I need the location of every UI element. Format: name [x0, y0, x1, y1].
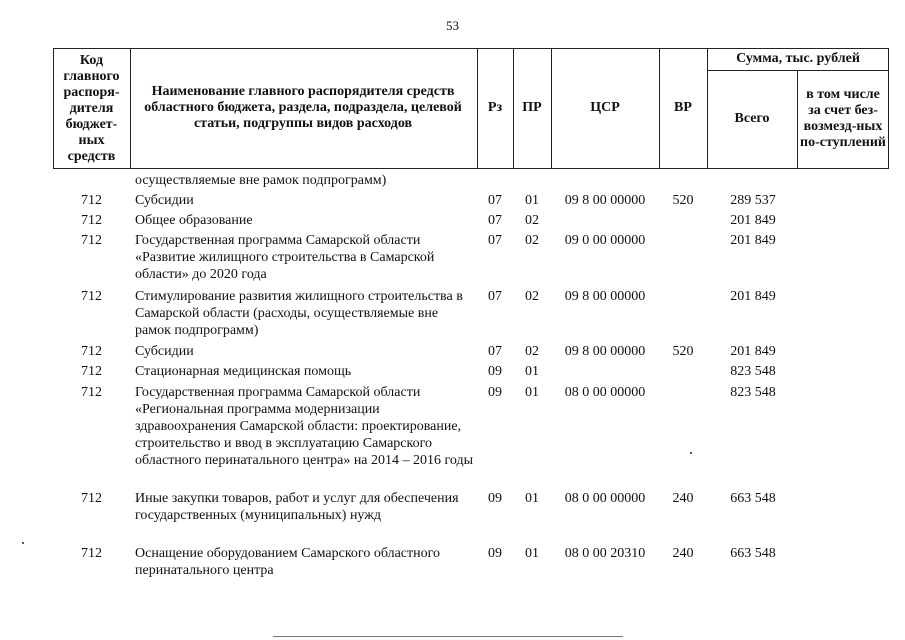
footer-rule	[273, 636, 623, 637]
cell-pr: 02	[525, 344, 539, 359]
cell-csr: 08 0 00 20310	[564, 546, 646, 561]
scan-speck	[22, 542, 24, 544]
cell-code: 712	[81, 546, 102, 561]
cell-name: Иные закупки товаров, работ и услуг для обеспечения государственных (муниципальных) нужд	[135, 491, 459, 523]
cell-pr: 01	[525, 546, 539, 561]
cell-code: 712	[81, 289, 102, 304]
cell-rz: 09	[488, 546, 502, 561]
cell-vr: 240	[672, 546, 694, 561]
cell-code: 712	[81, 385, 102, 400]
cell-code: 712	[81, 491, 102, 506]
cell-name: Стационарная медицинская помощь	[135, 364, 352, 379]
header-gratuitous: в том числе за счет без-возмезд-ных по-ступлений	[800, 87, 886, 150]
cell-csr: 09 8 00 00000	[564, 289, 646, 304]
cell-rz: 07	[488, 193, 502, 208]
page-number: 53	[446, 18, 459, 33]
cell-code: 712	[81, 213, 102, 228]
cell-pr: 01	[525, 364, 539, 379]
header-vr: ВР	[674, 100, 692, 115]
cell-name: Субсидии	[135, 344, 194, 359]
cell-name: Оснащение оборудованием Самарского областного перинатального центра	[135, 546, 441, 578]
header-csr: ЦСР	[590, 100, 620, 115]
header-sum: Сумма, тыс. рублей	[736, 51, 860, 66]
cell-name: Субсидии	[135, 193, 194, 208]
cell-pr: 02	[525, 233, 539, 248]
cell-name: осуществляемые вне рамок подпрограмм)	[135, 173, 387, 188]
cell-rz: 09	[488, 491, 502, 506]
cell-vr: 240	[672, 491, 694, 506]
header-name: Наименование главного распорядителя средств областного бюджета, раздела, подраздела, целевой статьи, подгруппы видов расходов	[144, 84, 462, 131]
cell-name: Государственная программа Самарской области «Региональная программа модернизации здравоохранения Самарской области: проектирование, строительство и ввод в эксплуатацию Самарского областного перинатального центра» на 2014 – 2016 годы	[135, 385, 474, 468]
cell-pr: 01	[525, 193, 539, 208]
header-code: Код главного распоря-дителя бюджет-ных средств	[63, 53, 120, 164]
cell-csr: 09 8 00 00000	[564, 344, 646, 359]
cell-csr: 09 0 00 00000	[564, 233, 646, 248]
cell-pr: 01	[525, 491, 539, 506]
header-rz: Рз	[487, 100, 503, 115]
cell-total: 823 548	[730, 364, 776, 379]
cell-rz: 07	[488, 213, 502, 228]
scan-speck	[690, 452, 692, 454]
cell-total: 289 537	[730, 193, 776, 208]
header-bottom-border	[53, 168, 889, 169]
cell-csr: 09 8 00 00000	[564, 193, 646, 208]
cell-total: 201 849	[730, 289, 776, 304]
cell-code: 712	[81, 344, 102, 359]
cell-rz: 07	[488, 233, 502, 248]
cell-pr: 02	[525, 289, 539, 304]
cell-name: Общее образование	[135, 213, 253, 228]
cell-total: 201 849	[730, 213, 776, 228]
cell-rz: 07	[488, 344, 502, 359]
cell-csr: 08 0 00 00000	[564, 385, 646, 400]
header-pr: ПР	[522, 100, 542, 115]
cell-total: 201 849	[730, 344, 776, 359]
cell-total: 663 548	[730, 546, 776, 561]
cell-csr: 08 0 00 00000	[564, 491, 646, 506]
cell-rz: 07	[488, 289, 502, 304]
cell-total: 201 849	[730, 233, 776, 248]
cell-total: 823 548	[730, 385, 776, 400]
table-header	[53, 48, 889, 168]
cell-name: Стимулирование развития жилищного строительства в Самарской области (расходы, осуществляемые вне рамок подпрограмм)	[135, 289, 463, 338]
cell-code: 712	[81, 364, 102, 379]
cell-total: 663 548	[730, 491, 776, 506]
cell-name: Государственная программа Самарской области «Развитие жилищного строительства в Самарской области» до 2020 года	[135, 233, 435, 282]
cell-code: 712	[81, 233, 102, 248]
cell-pr: 02	[525, 213, 539, 228]
cell-rz: 09	[488, 364, 502, 379]
cell-code: 712	[81, 193, 102, 208]
cell-pr: 01	[525, 385, 539, 400]
header-total: Всего	[734, 111, 770, 126]
cell-vr: 520	[672, 193, 694, 208]
cell-rz: 09	[488, 385, 502, 400]
cell-vr: 520	[672, 344, 694, 359]
